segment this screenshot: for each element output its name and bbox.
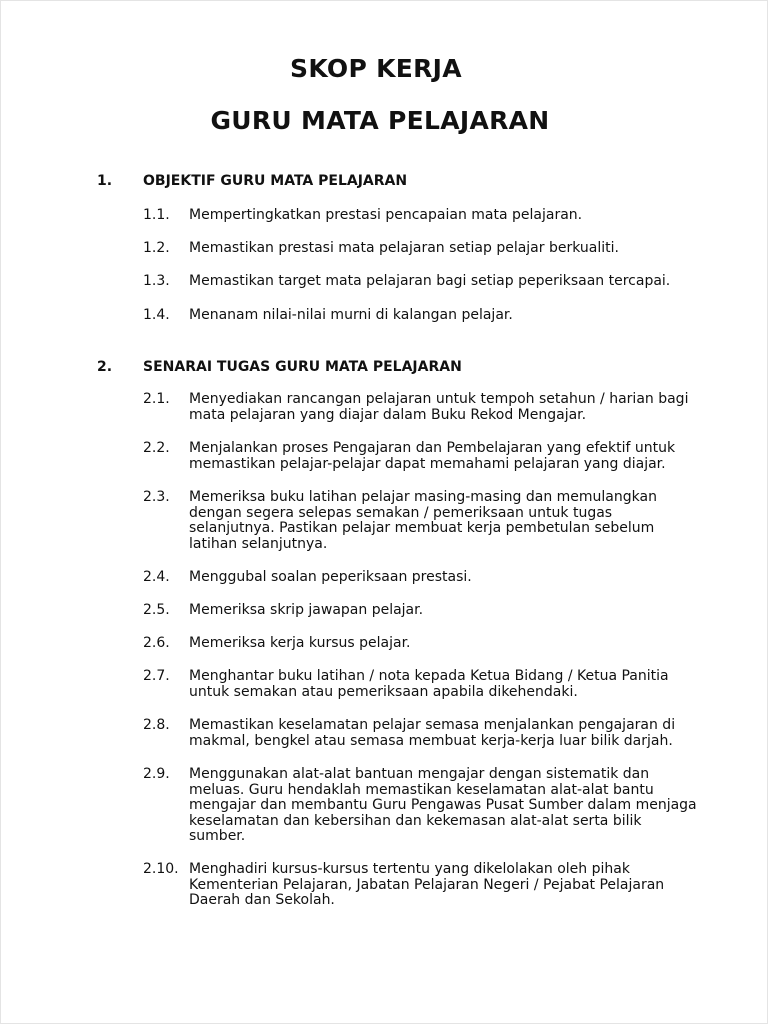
item-number: 1.1. [143,207,170,223]
section-number: 2. [97,359,113,375]
item-text: Menggunakan alat-alat bantuan mengajar dengan sistematik dan meluas. Guru hendaklah memastikan keselamatan alat-alat bantu mengajar dan membantu Guru Pengawas Pusat Sumber dalam menjaga keselamatan dan kebersihan dan kekemasan alat-alat serta bilik sumber. [189,766,697,844]
item-text: Memastikan prestasi mata pelajaran setiap pelajar berkualiti. [189,240,619,256]
item-text: Menanam nilai-nilai murni di kalangan pelajar. [189,307,513,323]
item-text: Menghadiri kursus-kursus tertentu yang dikelolakan oleh pihak Kementerian Pelajaran, Jabatan Pelajaran Negeri / Pejabat Pelajaran Daerah dan Sekolah. [189,861,665,908]
item-text: Memeriksa skrip jawapan pelajar. [189,602,424,618]
item-text: Memastikan target mata pelajaran bagi setiap peperiksaan tercapai. [189,273,671,289]
document-subtitle: GURU MATA PELAJARAN [210,106,550,135]
item-number: 1.3. [143,273,170,289]
item-text: Menjalankan proses Pengajaran dan Pembelajaran yang efektif untuk memastikan pelajar-pelajar dapat memahami pelajaran yang diajar. [189,440,676,472]
item-text: Memastikan keselamatan pelajar semasa menjalankan pengajaran di makmal, bengkel atau semasa membuat kerja-kerja luar bilik darjah. [189,717,676,749]
item-text: Menggubal soalan peperiksaan prestasi. [189,569,472,585]
document-title: SKOP KERJA [290,54,462,83]
item-text: Mempertingkatkan prestasi pencapaian mata pelajaran. [189,207,583,223]
item-number: 2.9. [143,766,170,782]
item-number: 2.7. [143,668,170,684]
item-text: Memeriksa buku latihan pelajar masing-masing dan memulangkan dengan segera selepas semakan / pemeriksaan untuk tugas selanjutnya. Pastikan pelajar membuat kerja pembetulan sebelum latihan selanjutnya. [189,489,657,552]
section-heading: SENARAI TUGAS GURU MATA PELAJARAN [143,359,462,375]
item-number: 2.4. [143,569,170,585]
item-number: 2.2. [143,440,170,456]
item-number: 1.2. [143,240,170,256]
item-text: Menghantar buku latihan / nota kepada Ketua Bidang / Ketua Panitia untuk semakan atau pemeriksaan apabila dikehendaki. [189,668,669,700]
item-text: Memeriksa kerja kursus pelajar. [189,635,411,651]
item-number: 1.4. [143,307,170,323]
item-number: 2.5. [143,602,170,618]
item-number: 2.1. [143,391,170,407]
item-number: 2.6. [143,635,170,651]
item-number: 2.10. [143,861,179,877]
section-heading: OBJEKTIF GURU MATA PELAJARAN [143,173,408,189]
item-number: 2.8. [143,717,170,733]
item-number: 2.3. [143,489,170,505]
section-number: 1. [97,173,113,189]
item-text: Menyediakan rancangan pelajaran untuk tempoh setahun / harian bagi mata pelajaran yang diajar dalam Buku Rekod Mengajar. [189,391,689,423]
